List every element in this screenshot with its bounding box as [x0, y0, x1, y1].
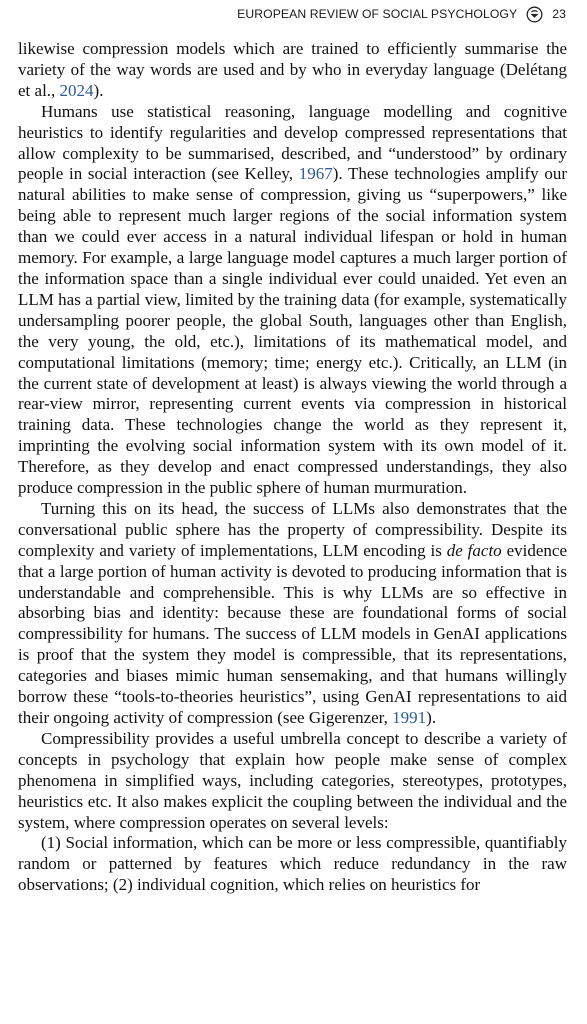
text-run: likewise compression models which are trained to efficiently summarise the variety of the way words are used and by who in everyday language (Delétang et al., [18, 39, 567, 100]
text-run: Humans use statistical reasoning, language modelling and cognitive heuristics to identify regularities and develop compressed representations that allow complexity to be summarised, described, and “understood” by ordinary people in social interaction (see Kelley, [18, 101, 567, 184]
italic-phrase: de facto [446, 540, 502, 560]
text-run: (1) Social information, which can be more or less compressible, quantifiably random or patterned by features which reduce redundancy in the raw observations; (2) individual cognition, which relies on heuristics for [18, 833, 567, 895]
publisher-logo-icon [526, 6, 543, 23]
body-paragraph [18, 39, 567, 102]
text-run: evidence that a large portion of human activity is devoted to producing information that is understandable and comprehensible. This is why LLMs are so effective in absorbing bias and identity: because these are foundational forms of social compressibility for humans. The success of LLM models in GenAI applications is proof that the system they model is compressible, that its representations, categories and biases mimic human sensemaking, and that humans willingly borrow these “tools-to-theories heuristics”, using GenAI representations to aid their ongoing activity of compression (see Gigerenzer, [18, 540, 567, 727]
body-paragraph [18, 499, 567, 729]
body-paragraph [18, 102, 567, 499]
body-paragraph [18, 729, 567, 834]
text-run: ). [426, 708, 437, 727]
running-header [237, 4, 566, 24]
body-paragraph [18, 833, 567, 896]
article-body [18, 39, 567, 896]
text-run: ). [93, 80, 104, 100]
page-number: 23 [552, 7, 566, 21]
text-run: ). These technologies amplify our natural abilities to make sense of compression, giving us “superpowers,” like being able to represent much larger regions of the social information system than we could ever access in a natural individual lifespan or hold in human memory. For example, a large language model captures a much larger portion of the information space than a single individual ever could unaided. Yet even an LLM has a partial view, limited by the training data (for example, systematically undersampling poorer people, the global South, languages other than English, the very young, the old, etc.), limitations of its mathematical model, and computational limitations (memory; time; energy etc.). Critically, an LLM (in the current state of development at least) is always viewing the world through a rear-view mirror, representing current events via compression in historical training data. These technologies change the world as they represent it, imprinting the evolving social information system with its own model of it. Therefore, as they develop and enact compressed understandings, they also produce compression in the public sphere of human murmuration. [18, 164, 567, 498]
text-run: Compressibility provides a useful umbrella concept to describe a variety of concepts in psychology that explain how people make sense of complex phenomena in simplified ways, including categories, stereotypes, prototypes, heuristics etc. It also makes explicit the coupling between the individual and the system, where compression operates on several levels: [18, 728, 567, 832]
citation-year-link[interactable]: 1991 [392, 708, 427, 727]
text-run: Turning this on its head, the success of LLMs also demonstrates that the conversational public sphere has the property of compressibility. Despite its complexity and variety of implementations, LLM encoding is [18, 498, 567, 560]
citation-year-link[interactable]: 2024 [59, 80, 94, 100]
citation-year-link[interactable]: 1967 [298, 164, 333, 184]
journal-title: EUROPEAN REVIEW OF SOCIAL PSYCHOLOGY [237, 7, 518, 21]
